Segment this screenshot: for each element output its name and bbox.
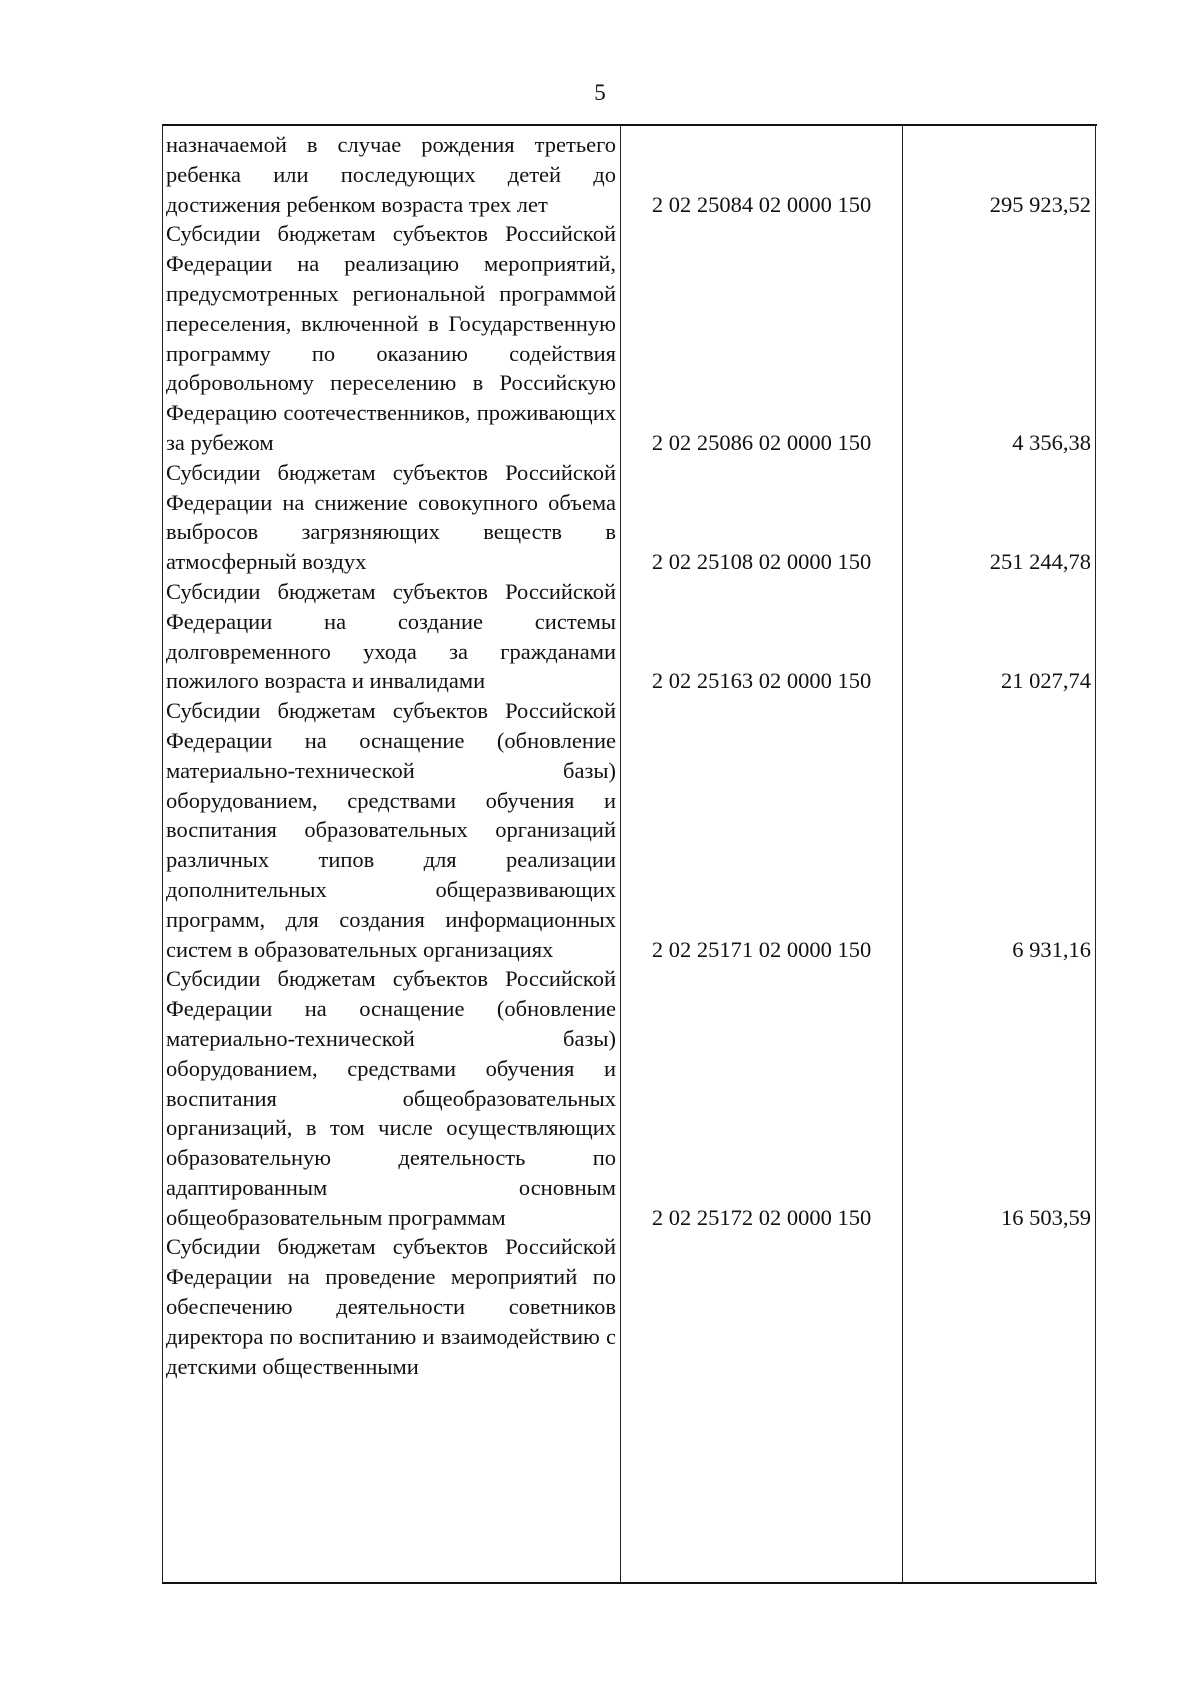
row-description: Субсидии бюджетам субъектов Российской Федерации на проведение мероприятий по обеспечению деятельности советников директора по воспитанию и взаимодействию с детскими общественными: [166, 1234, 616, 1379]
table-row: [162, 1232, 1097, 1381]
row-budget-code: 2 02 25171 02 0000 150: [651, 936, 872, 962]
row-description: Субсидии бюджетам субъектов Российской Федерации на оснащение (обновление материально-технической базы) оборудованием, средствами обучения и воспитания общеобразовательных организаций, в том числе осуществляющих образовательную деятельность по адаптированным основным общеобразовательным программам: [166, 966, 616, 1230]
table-body: [162, 130, 1097, 1381]
row-description: Субсидии бюджетам субъектов Российской Федерации на реализацию мероприятий, предусмотренных региональной программой переселения, включенной в Государственную программу по оказанию содействия добровольному переселению в Российскую Федерацию соотечественников, проживающих за рубежом: [166, 221, 616, 455]
table-row: [162, 696, 1097, 964]
table-top-rule: [162, 124, 1097, 126]
row-description: Субсидии бюджетам субъектов Российской Федерации на создание системы долговременного ухода за гражданами пожилого возраста и инвалидами: [166, 578, 616, 694]
row-budget-code: 2 02 25084 02 0000 150: [651, 191, 872, 217]
row-description: Субсидии бюджетам субъектов Российской Федерации на снижение совокупного объема выбросов загрязняющих веществ в атмосферный воздух: [166, 459, 616, 575]
row-amount: 6 931,16: [1012, 936, 1091, 962]
table-row: [162, 577, 1097, 696]
row-budget-code: 2 02 25172 02 0000 150: [651, 1204, 872, 1230]
row-description: назначаемой в случае рождения третьего ребенка или последующих детей до достижения ребенком возраста трех лет: [166, 132, 616, 217]
budget-table: [162, 124, 1097, 1584]
row-description: Субсидии бюджетам субъектов Российской Федерации на оснащение (обновление материально-технической базы) оборудованием, средствами обучения и воспитания образовательных организаций различных типов для реализации дополнительных общеразвивающих программ, для создания информационных систем в образовательных организациях: [166, 698, 616, 962]
table-row: [162, 130, 1097, 219]
row-budget-code: 2 02 25086 02 0000 150: [651, 429, 872, 455]
row-budget-code: 2 02 25108 02 0000 150: [651, 549, 872, 575]
row-amount: 251 244,78: [989, 549, 1091, 575]
table-row: [162, 219, 1097, 457]
row-amount: 16 503,59: [1001, 1204, 1091, 1230]
table-bottom-rule: [162, 1582, 1097, 1584]
row-amount: 21 027,74: [1001, 668, 1091, 694]
row-amount: 295 923,52: [989, 191, 1091, 217]
table-row: [162, 458, 1097, 577]
page-number: 5: [594, 80, 606, 105]
row-budget-code: 2 02 25163 02 0000 150: [651, 668, 872, 694]
table-row: [162, 964, 1097, 1232]
row-amount: 4 356,38: [1012, 429, 1091, 455]
